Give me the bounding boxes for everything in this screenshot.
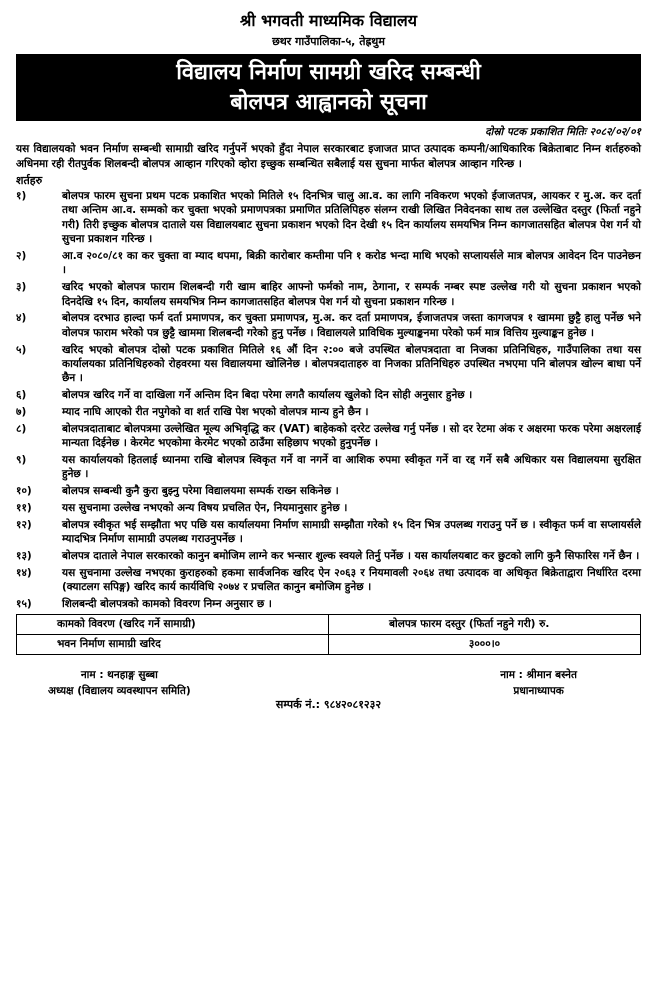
condition-item (16, 501, 641, 515)
condition-text: शिलबन्दी बोलपत्रको कामको विवरण निम्न अनुसार छ । (62, 598, 272, 611)
condition-number: १२) (16, 518, 32, 531)
conditions-list (16, 189, 641, 611)
condition-number: १०) (16, 485, 32, 498)
notice-title-line2: बोलपत्र आह्वानको सूचना (230, 90, 427, 115)
fee-table-header-row (17, 615, 641, 635)
condition-item (16, 597, 641, 611)
principal-name: नाम : श्रीमान बस्नेत (500, 669, 577, 682)
condition-text: बोलपत्रदाताबाट बोलपत्रमा उल्लेखित मूल्य अभिवृद्धि कर (VAT) बाहेकको दररेट उल्लेख गर्नु पर्नेछ । सो दर रेटमा अंक र अक्षरमा फरक परेमा अक्षरलाई मान्यता दिईनेछ । केरमेट भएकोमा केरमेट भएको ठाउँमा सहिछाप भएको हुनुपर्नेछ । (62, 422, 641, 450)
condition-text: यस सुचनामा उल्लेख नभएको अन्य विषय प्रचलित ऐन, नियमानुसार हुनेछ । (62, 502, 348, 515)
fee-table-header-work: कामको विवरण (खरिद गर्ने सामाग्री) (17, 615, 329, 635)
condition-text: म्याद नाघि आएको रीत नपुगेको वा शर्त राखि पेश भएको वोलपत्र मान्य हुने छैन । (62, 406, 369, 419)
condition-item (16, 422, 641, 451)
school-name: श्री भगवती माध्यमिक विद्यालय (240, 11, 417, 30)
condition-number: ४) (16, 312, 27, 325)
condition-text: आ.व २०८०/८१ का कर चुक्ता वा म्याद थपमा, बिक्री कारोबार कम्तीमा पनि १ करोड भन्दा माथि भएको सप्लायर्सले मात्र बोलपत्र आवेदन दिन पाउनेछन । (62, 250, 641, 277)
condition-number: ६) (16, 389, 27, 402)
fee-table-item: भवन निर्माण सामाग्री खरिद (17, 635, 329, 655)
condition-number: १४) (16, 566, 32, 579)
notice-title-banner (16, 54, 641, 121)
condition-number: ११) (16, 502, 32, 515)
principal-signature (500, 667, 577, 699)
condition-number: ७) (16, 406, 27, 419)
condition-item (16, 484, 641, 498)
notice-title-line1: विद्यालय निर्माण सामग्री खरिद सम्बन्धी (176, 60, 481, 85)
condition-item (16, 388, 641, 402)
condition-item (16, 280, 641, 309)
condition-item (16, 405, 641, 419)
condition-text: यस सुचनामा उल्लेख नभएका कुराहरुको हकमा सार्वजनिक खरिद ऐन २०६३ र नियमावली २०६४ तथा उत्पादक वा अधिकृत बिक्रेताद्वारा निर्धारित दरमा (क्याटलग सपिङ्ग) खरिद कार्य कार्यविधि २०७४ र प्रचलित कानुन बमोजिम हुनेछ । (62, 566, 641, 594)
condition-number: ९) (16, 454, 27, 467)
condition-item (16, 343, 641, 386)
condition-item (16, 566, 641, 595)
chairperson-name: नाम : थनहाङ्ग सुब्बा (80, 669, 158, 682)
condition-number: २) (16, 250, 27, 263)
condition-text: बोलपत्र दाताले नेपाल सरकारको कानुन बमोजिम लाग्ने कर भन्सार शुल्क स्वयले तिर्नु पर्नेछ । यस कार्यालयबाट कर छुटको लागि कुनै सिफारिस गर्ने छैन । (62, 550, 640, 563)
condition-number: १५) (16, 598, 32, 611)
principal-title: प्रधानाध्यापक (513, 685, 564, 698)
chairperson-title: अध्यक्ष (विद्यालय व्यवस्थापन समिति) (48, 685, 191, 698)
condition-text: बोलपत्र स्वीकृत भई सम्झौता भए पछि यस कार्यालयमा निर्माण सामाग्री सम्झौता गरेको १५ दिन भित्र उपलब्ध गराउनु पर्ने छ । स्वीकृत फर्म वा सप्लायर्सले म्यादभित्र निर्माण सामाग्री उपलब्ध गराउनुपर्नेछ । (62, 518, 641, 546)
condition-number: १३) (16, 550, 32, 563)
signature-block (48, 667, 627, 699)
notice-page (0, 10, 657, 981)
condition-text: यस कार्यालयको हितलाई ध्यानमा राखि बोलपत्र स्विकृत गर्ने वा नगर्ने वा आशिक रुपमा स्वीकृत गर्ने वा रद्द गर्ने सबै अधिकार यस विद्यालयमा सुरक्षित हुनेछ । (62, 454, 641, 481)
contact-number: सम्पर्क नं.: ९८४२०८१२३२ (275, 698, 382, 712)
intro-paragraph: यस विद्यालयको भवन निर्माण सम्बन्धी सामाग्री खरिद गर्नुपर्ने भएकाे हुँदा नेपाल सरकारबाट इजाजत प्राप्त उत्पादक कम्पनी/आधिकारिक बिक्रेताबाट निम्न शर्तहरुको अधिनमा रही रीतपुर्वक शिलबन्दी बोलपत्र आव्हान गरिएको व्होरा इच्छुक सम्बन्धित सबैलाई यस सुचना मार्फत बोलपत्र आव्हान गरिन्छ । (16, 143, 641, 170)
condition-item (16, 189, 641, 247)
school-address: छथर गाउँपालिका-५, तेह्रथुम (272, 35, 385, 48)
chairperson-signature (48, 667, 191, 699)
condition-item (16, 311, 641, 340)
condition-text: बोलपत्र सम्बन्धी कुनै कुरा बुझ्नु परेमा विद्यालयमा सम्पर्क राख्न सकिनेछ । (62, 485, 339, 498)
condition-text: बोलपत्र दरभाउ हाल्दा फर्म दर्ता प्रमाणपत्र, कर चुक्ता प्रमाणपत्र, मु.अ. कर दर्ता प्रमाणपत्र, ईजाजतपत्र जस्ता कागजपत्र १ खाममा छुट्टै हालु पर्नेछ भने वोलपत्र फाराम भरेको पत्र छुट्टै खाममा शिलबन्दी गरेको हुनु पर्नेछ । विद्यालयले प्राविधिक मुल्याङ्कनमा परेको फर्म मात्र वित्तिय मुल्याङ्कन हुनेछ । (62, 312, 641, 339)
condition-item (16, 453, 641, 482)
condition-number: ३) (16, 281, 27, 294)
condition-text: खरिद भएको बोलपत्र दोस्रो पटक प्रकाशित मितिले १६ औं दिन २:०० बजे उपस्थित बोलपत्रदाता वा निजका प्रतिनिधिहरु, गाउँपालिका तथा यस कार्यालयका प्रतिनिधिहरुको रोहवरमा यस विद्यालयमा खोलिनेछ । बोलपत्रदाताहरु वा निजका प्रतिनिधिहरु उपस्थित नभएमा पनि बोलपत्र खोल्न बाधा पर्ने छैन । (62, 343, 641, 385)
condition-text: खरिद भएको बोलपत्र फाराम शिलबन्दी गरी खाम बाहिर आफ्नो फर्मको नाम, ठेगाना, र सम्पर्क नम्बर स्पष्ट उल्लेख गरी यो सुचना प्रकाशन भएको दिनदेखि १५ दिन, कार्यालय समयभित्र निम्न कागजातसहित बोलपत्र पेश गर्न यो सुचना प्रकाशन गरिन्छ । (62, 281, 641, 308)
condition-number: ५) (16, 343, 27, 356)
condition-item (16, 518, 641, 547)
table-row (17, 635, 641, 655)
fee-table (16, 614, 641, 655)
condition-item (16, 549, 641, 563)
fee-table-amount: ३०००।० (329, 635, 641, 655)
publication-date: दोस्रो पटक प्रकाशित मितिः २०८२/०२/०१ (485, 126, 641, 138)
condition-text: बोलपत्र फारम सुचना प्रथम पटक प्रकाशित भएको मितिले १५ दिनभित्र चालु आ.व. का लागि नविकरण भएको ईजाजतपत्र, आयकर र मु.अ. कर दर्ता तथा अन्तिम आ.व. सम्मको कर चुक्ता भएको प्रमाणपत्रका प्रमाणित प्रतिलिपिहरु संलग्न राखी लिखित निवेदनका साथ तल उल्लेखित दस्तुर (फिर्ता नहुने गरी) तिरी इच्छुक बोलपत्र दाताले यस विद्यालयबाट सुचना प्रकाशन भएको दिन देखी १५ दिन कार्यालय समयभित्र निम्न कागजातसहित बोलपत्र पेश गर्न यो सुचना प्रकाशन गरिन्छ । (62, 190, 641, 246)
condition-item (16, 249, 641, 278)
condition-number: ८) (16, 422, 27, 435)
condition-text: बोलपत्र खरिद गर्ने वा दाखिला गर्ने अन्तिम दिन बिदा परेमा लगतै कार्यालय खुलेको दिन सोही अनुसार हुनेछ । (62, 389, 473, 402)
fee-table-header-fee: बोलपत्र फारम दस्तुर (फिर्ता नहुने गरी) रु. (329, 615, 641, 635)
conditions-heading: शर्तहरु (16, 174, 43, 187)
condition-number: १) (16, 190, 27, 202)
